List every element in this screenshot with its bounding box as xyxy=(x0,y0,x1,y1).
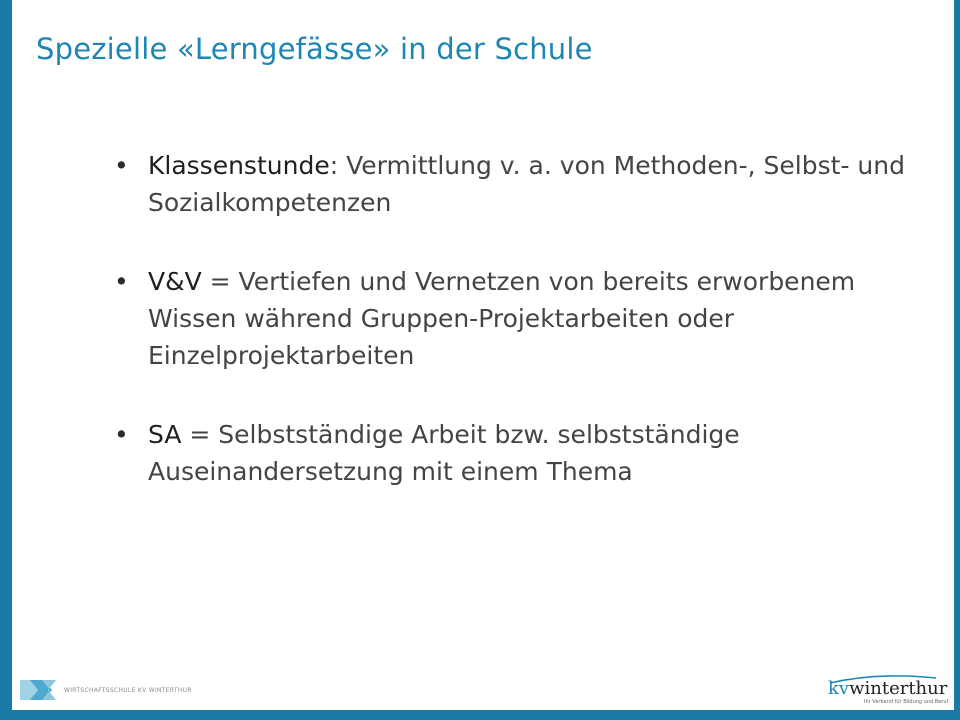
bullet-item-vv xyxy=(108,263,908,374)
bullet-item-sa xyxy=(108,416,908,490)
kv-wordmark xyxy=(828,678,948,699)
bullet-term: V&V xyxy=(148,267,202,296)
bullet-term: Klassenstunde xyxy=(148,151,330,180)
slide-frame-bottom xyxy=(0,710,960,720)
bullet-list xyxy=(108,147,908,532)
bullet-term: SA xyxy=(148,420,182,449)
bullet-marker: • xyxy=(114,151,129,180)
bullet-text: = Vertiefen und Vernetzen von bereits erworbenem Wissen während Gruppen-Projektarbeiten oder Einzelprojektarbeiten xyxy=(148,267,856,370)
slide-frame-right xyxy=(954,0,960,720)
bullet-marker: • xyxy=(114,267,129,296)
bullet-marker: • xyxy=(114,420,129,449)
school-logo-icon xyxy=(20,678,60,702)
bullet-item-klassenstunde xyxy=(108,147,908,221)
school-logo-text: WIRTSCHAFTSSCHULE KV WINTERTHUR xyxy=(64,686,192,694)
school-logo xyxy=(20,678,192,702)
kv-wordmark-kv: kv xyxy=(828,678,850,699)
slide-title: Spezielle «Lerngefässe» in der Schule xyxy=(36,32,593,66)
kv-wordmark-winterthur: winterthur xyxy=(849,678,948,699)
kv-winterthur-logo xyxy=(828,678,949,705)
slide-frame-left xyxy=(0,0,12,720)
bullet-text: = Selbstständige Arbeit bzw. selbstständige Auseinandersetzung mit einem Thema xyxy=(148,420,740,486)
bullet-text: : Vermittlung v. a. von Methoden-, Selbst- und Sozialkompetenzen xyxy=(148,151,905,217)
kv-tagline: Ihr Verband für Bildung und Beruf xyxy=(864,699,949,705)
